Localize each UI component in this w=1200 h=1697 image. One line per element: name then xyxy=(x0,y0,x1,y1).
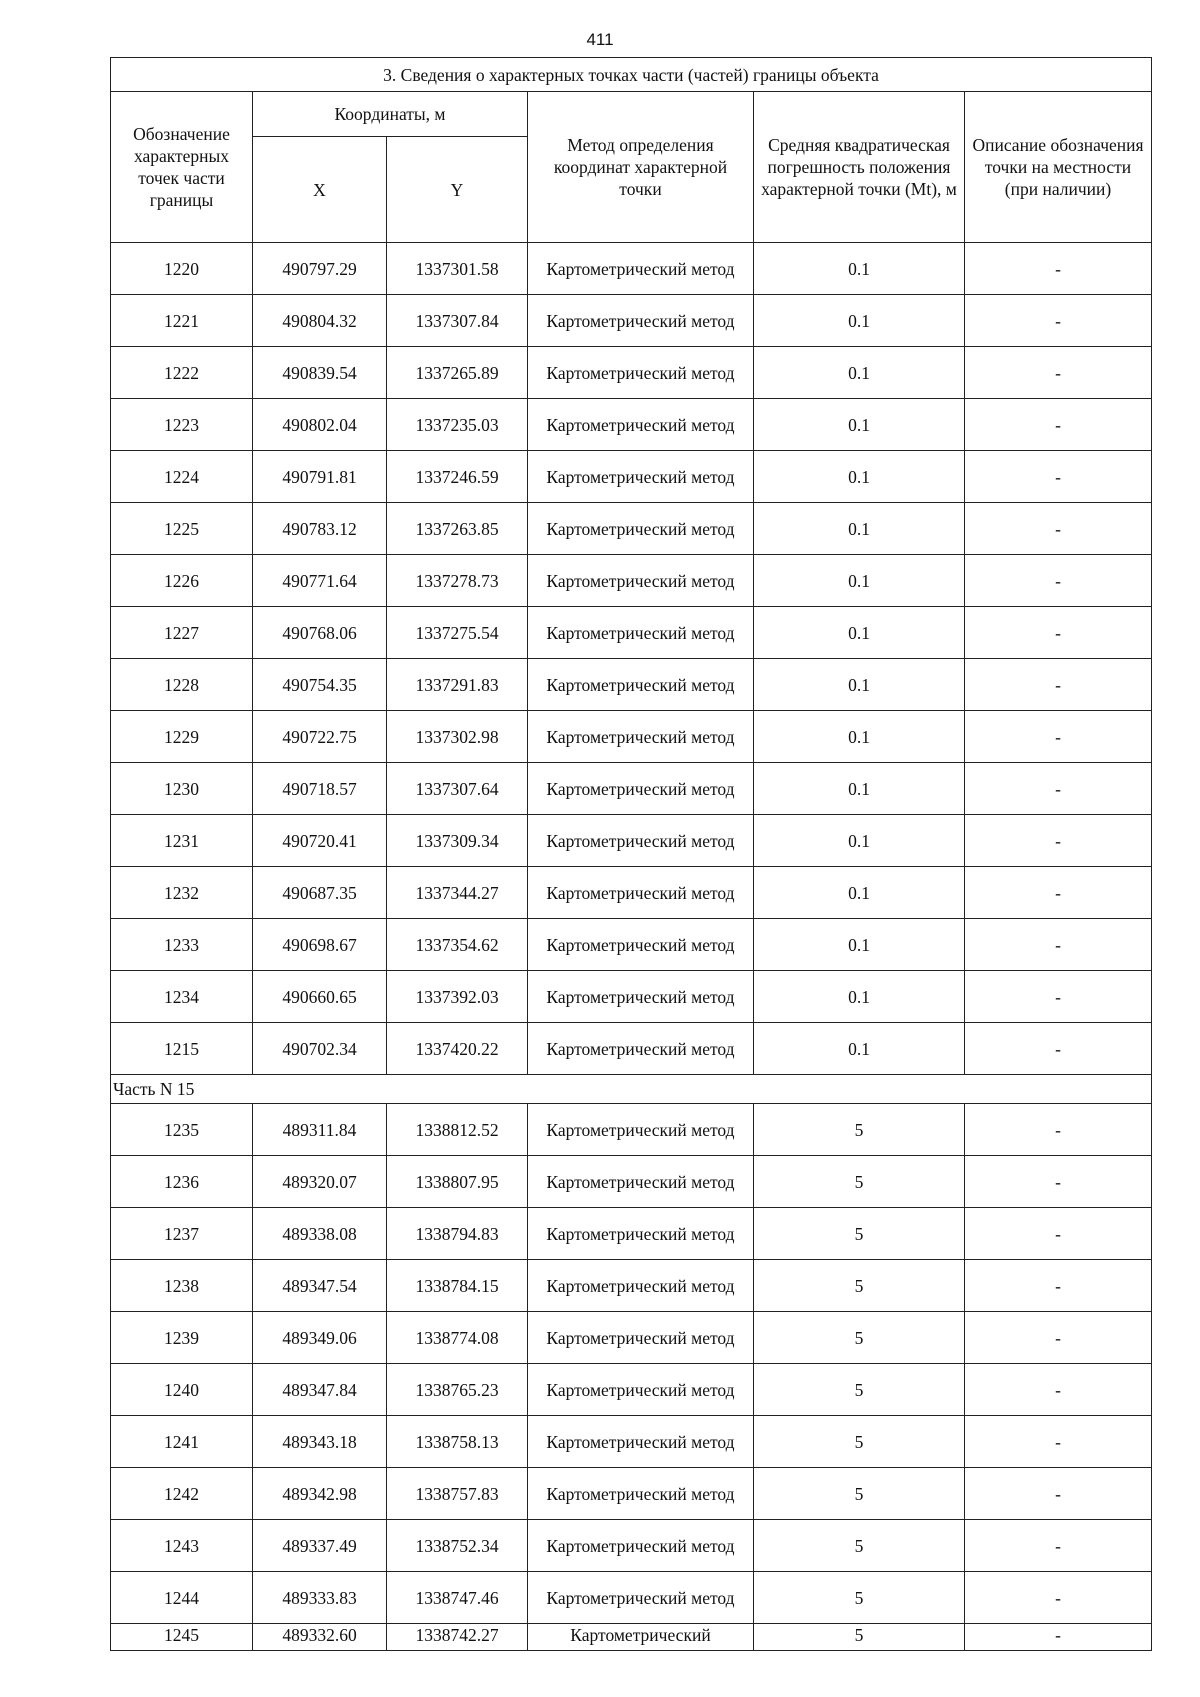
error-cell: 5 xyxy=(754,1208,965,1260)
point-cell: 1242 xyxy=(111,1468,253,1520)
description-cell: - xyxy=(965,1023,1152,1075)
x-cell: 489337.49 xyxy=(253,1520,387,1572)
description-cell: - xyxy=(965,295,1152,347)
error-cell: 5 xyxy=(754,1364,965,1416)
x-cell: 490839.54 xyxy=(253,347,387,399)
table-row xyxy=(111,971,1152,1023)
error-cell: 0.1 xyxy=(754,867,965,919)
table-row xyxy=(111,1520,1152,1572)
point-cell: 1223 xyxy=(111,399,253,451)
point-cell: 1240 xyxy=(111,1364,253,1416)
error-cell: 5 xyxy=(754,1260,965,1312)
method-cell: Картометрический метод xyxy=(528,1208,754,1260)
method-cell: Картометрический метод xyxy=(528,555,754,607)
error-cell: 0.1 xyxy=(754,919,965,971)
y-cell: 1337278.73 xyxy=(387,555,528,607)
method-cell: Картометрический метод xyxy=(528,1260,754,1312)
table-row xyxy=(111,555,1152,607)
header-coords: Координаты, м xyxy=(253,92,528,137)
error-cell: 0.1 xyxy=(754,815,965,867)
table-row xyxy=(111,1156,1152,1208)
method-cell: Картометрический метод xyxy=(528,607,754,659)
error-cell: 0.1 xyxy=(754,503,965,555)
method-cell: Картометрический метод xyxy=(528,295,754,347)
y-cell: 1337392.03 xyxy=(387,971,528,1023)
method-cell: Картометрический метод xyxy=(528,1023,754,1075)
boundary-points-table xyxy=(110,57,1152,1651)
y-cell: 1338794.83 xyxy=(387,1208,528,1260)
description-cell: - xyxy=(965,1104,1152,1156)
description-cell: - xyxy=(965,1572,1152,1624)
x-cell: 490698.67 xyxy=(253,919,387,971)
point-cell: 1231 xyxy=(111,815,253,867)
table-row xyxy=(111,1468,1152,1520)
method-cell: Картометрический метод xyxy=(528,1312,754,1364)
method-cell: Картометрический метод xyxy=(528,1520,754,1572)
x-cell: 490754.35 xyxy=(253,659,387,711)
description-cell: - xyxy=(965,243,1152,295)
x-cell: 489342.98 xyxy=(253,1468,387,1520)
x-cell: 489343.18 xyxy=(253,1416,387,1468)
method-cell: Картометрический метод xyxy=(528,867,754,919)
point-cell: 1221 xyxy=(111,295,253,347)
x-cell: 489320.07 xyxy=(253,1156,387,1208)
method-cell: Картометрический метод xyxy=(528,503,754,555)
x-cell: 490791.81 xyxy=(253,451,387,503)
description-cell: - xyxy=(965,711,1152,763)
description-cell: - xyxy=(965,451,1152,503)
description-cell: - xyxy=(965,867,1152,919)
description-cell: - xyxy=(965,503,1152,555)
table-row xyxy=(111,1572,1152,1624)
y-cell: 1338742.27 xyxy=(387,1624,528,1651)
point-cell: 1245 xyxy=(111,1624,253,1651)
method-cell: Картометрический метод xyxy=(528,243,754,295)
method-cell: Картометрический метод xyxy=(528,971,754,1023)
error-cell: 0.1 xyxy=(754,971,965,1023)
method-cell: Картометрический метод xyxy=(528,711,754,763)
y-cell: 1337344.27 xyxy=(387,867,528,919)
error-cell: 5 xyxy=(754,1520,965,1572)
x-cell: 489333.83 xyxy=(253,1572,387,1624)
error-cell: 0.1 xyxy=(754,451,965,503)
table-row xyxy=(111,399,1152,451)
method-cell: Картометрический метод xyxy=(528,919,754,971)
table-row xyxy=(111,1364,1152,1416)
point-cell: 1241 xyxy=(111,1416,253,1468)
description-cell: - xyxy=(965,1520,1152,1572)
error-cell: 5 xyxy=(754,1156,965,1208)
method-cell: Картометрический метод xyxy=(528,763,754,815)
point-cell: 1238 xyxy=(111,1260,253,1312)
y-cell: 1337265.89 xyxy=(387,347,528,399)
y-cell: 1337307.64 xyxy=(387,763,528,815)
y-cell: 1337420.22 xyxy=(387,1023,528,1075)
x-cell: 489338.08 xyxy=(253,1208,387,1260)
x-cell: 489347.84 xyxy=(253,1364,387,1416)
table-row xyxy=(111,1312,1152,1364)
table-row xyxy=(111,295,1152,347)
point-cell: 1229 xyxy=(111,711,253,763)
table-row xyxy=(111,1023,1152,1075)
method-cell: Картометрический метод xyxy=(528,1572,754,1624)
description-cell: - xyxy=(965,347,1152,399)
description-cell: - xyxy=(965,607,1152,659)
table-row xyxy=(111,607,1152,659)
table-row xyxy=(111,1208,1152,1260)
y-cell: 1338774.08 xyxy=(387,1312,528,1364)
x-cell: 490722.75 xyxy=(253,711,387,763)
point-cell: 1215 xyxy=(111,1023,253,1075)
x-cell: 490771.64 xyxy=(253,555,387,607)
y-cell: 1337301.58 xyxy=(387,243,528,295)
point-cell: 1237 xyxy=(111,1208,253,1260)
table-row xyxy=(111,867,1152,919)
error-cell: 5 xyxy=(754,1624,965,1651)
description-cell: - xyxy=(965,1468,1152,1520)
header-y: Y xyxy=(387,137,528,243)
point-cell: 1228 xyxy=(111,659,253,711)
error-cell: 0.1 xyxy=(754,243,965,295)
y-cell: 1337263.85 xyxy=(387,503,528,555)
y-cell: 1338784.15 xyxy=(387,1260,528,1312)
error-cell: 0.1 xyxy=(754,295,965,347)
method-cell: Картометрический метод xyxy=(528,451,754,503)
y-cell: 1337246.59 xyxy=(387,451,528,503)
x-cell: 490804.32 xyxy=(253,295,387,347)
description-cell: - xyxy=(965,1260,1152,1312)
x-cell: 489347.54 xyxy=(253,1260,387,1312)
page-number: 411 xyxy=(586,30,614,49)
description-cell: - xyxy=(965,659,1152,711)
header-point: Обозначение характерных точек части границы xyxy=(111,92,253,243)
table-title: 3. Сведения о характерных точках части (частей) границы объекта xyxy=(111,58,1152,92)
point-cell: 1236 xyxy=(111,1156,253,1208)
error-cell: 0.1 xyxy=(754,711,965,763)
y-cell: 1337307.84 xyxy=(387,295,528,347)
table-row xyxy=(111,763,1152,815)
table-row xyxy=(111,1104,1152,1156)
point-cell: 1235 xyxy=(111,1104,253,1156)
point-cell: 1234 xyxy=(111,971,253,1023)
x-cell: 489332.60 xyxy=(253,1624,387,1651)
error-cell: 5 xyxy=(754,1416,965,1468)
point-cell: 1233 xyxy=(111,919,253,971)
description-cell: - xyxy=(965,763,1152,815)
y-cell: 1338807.95 xyxy=(387,1156,528,1208)
method-cell: Картометрический метод xyxy=(528,399,754,451)
method-cell: Картометрический метод xyxy=(528,1364,754,1416)
y-cell: 1338812.52 xyxy=(387,1104,528,1156)
table-row xyxy=(111,919,1152,971)
x-cell: 490783.12 xyxy=(253,503,387,555)
error-cell: 5 xyxy=(754,1468,965,1520)
error-cell: 0.1 xyxy=(754,763,965,815)
x-cell: 490720.41 xyxy=(253,815,387,867)
error-cell: 0.1 xyxy=(754,399,965,451)
method-cell: Картометрический метод xyxy=(528,1104,754,1156)
method-cell: Картометрический метод xyxy=(528,659,754,711)
table-row xyxy=(111,815,1152,867)
y-cell: 1337354.62 xyxy=(387,919,528,971)
y-cell: 1338747.46 xyxy=(387,1572,528,1624)
x-cell: 490802.04 xyxy=(253,399,387,451)
method-cell: Картометрический метод xyxy=(528,1416,754,1468)
y-cell: 1337302.98 xyxy=(387,711,528,763)
description-cell: - xyxy=(965,1416,1152,1468)
x-cell: 490768.06 xyxy=(253,607,387,659)
table-row xyxy=(111,243,1152,295)
table-row xyxy=(111,503,1152,555)
y-cell: 1338765.23 xyxy=(387,1364,528,1416)
description-cell: - xyxy=(965,1156,1152,1208)
error-cell: 0.1 xyxy=(754,659,965,711)
y-cell: 1338758.13 xyxy=(387,1416,528,1468)
point-cell: 1227 xyxy=(111,607,253,659)
x-cell: 490687.35 xyxy=(253,867,387,919)
error-cell: 0.1 xyxy=(754,555,965,607)
table-row xyxy=(111,1260,1152,1312)
point-cell: 1239 xyxy=(111,1312,253,1364)
point-cell: 1243 xyxy=(111,1520,253,1572)
description-cell: - xyxy=(965,1624,1152,1651)
x-cell: 490702.34 xyxy=(253,1023,387,1075)
y-cell: 1338757.83 xyxy=(387,1468,528,1520)
y-cell: 1337309.34 xyxy=(387,815,528,867)
header-error: Средняя квадратическая погрешность положения характерной точки (Mt), м xyxy=(754,92,965,243)
description-cell: - xyxy=(965,1312,1152,1364)
error-cell: 0.1 xyxy=(754,1023,965,1075)
point-cell: 1222 xyxy=(111,347,253,399)
point-cell: 1225 xyxy=(111,503,253,555)
point-cell: 1224 xyxy=(111,451,253,503)
table-row xyxy=(111,1416,1152,1468)
description-cell: - xyxy=(965,1208,1152,1260)
error-cell: 5 xyxy=(754,1572,965,1624)
method-cell: Картометрический метод xyxy=(528,815,754,867)
description-cell: - xyxy=(965,1364,1152,1416)
x-cell: 490660.65 xyxy=(253,971,387,1023)
table-row xyxy=(111,711,1152,763)
section-row xyxy=(111,1075,1152,1104)
description-cell: - xyxy=(965,555,1152,607)
description-cell: - xyxy=(965,399,1152,451)
table-row xyxy=(111,1624,1152,1651)
point-cell: 1226 xyxy=(111,555,253,607)
method-cell: Картометрический метод xyxy=(528,347,754,399)
point-cell: 1244 xyxy=(111,1572,253,1624)
description-cell: - xyxy=(965,919,1152,971)
y-cell: 1337275.54 xyxy=(387,607,528,659)
x-cell: 489349.06 xyxy=(253,1312,387,1364)
header-x: X xyxy=(253,137,387,243)
section-label: Часть N 15 xyxy=(111,1075,1152,1104)
y-cell: 1337235.03 xyxy=(387,399,528,451)
table-row xyxy=(111,451,1152,503)
error-cell: 0.1 xyxy=(754,347,965,399)
method-cell: Картометрический метод xyxy=(528,1156,754,1208)
header-description: Описание обозначения точки на местности (при наличии) xyxy=(965,92,1152,243)
method-cell: Картометрический xyxy=(528,1624,754,1651)
error-cell: 5 xyxy=(754,1312,965,1364)
y-cell: 1338752.34 xyxy=(387,1520,528,1572)
description-cell: - xyxy=(965,815,1152,867)
point-cell: 1232 xyxy=(111,867,253,919)
point-cell: 1220 xyxy=(111,243,253,295)
x-cell: 489311.84 xyxy=(253,1104,387,1156)
x-cell: 490797.29 xyxy=(253,243,387,295)
error-cell: 5 xyxy=(754,1104,965,1156)
error-cell: 0.1 xyxy=(754,607,965,659)
point-cell: 1230 xyxy=(111,763,253,815)
method-cell: Картометрический метод xyxy=(528,1468,754,1520)
table-row xyxy=(111,347,1152,399)
header-method: Метод определения координат характерной точки xyxy=(528,92,754,243)
y-cell: 1337291.83 xyxy=(387,659,528,711)
description-cell: - xyxy=(965,971,1152,1023)
table-row xyxy=(111,659,1152,711)
x-cell: 490718.57 xyxy=(253,763,387,815)
